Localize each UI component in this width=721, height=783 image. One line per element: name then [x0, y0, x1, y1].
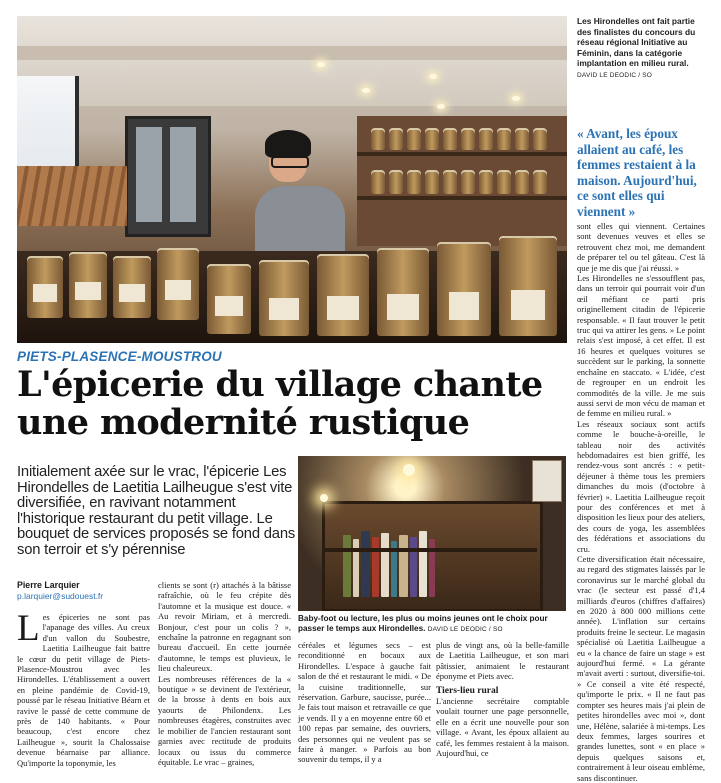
photo-person-body: [255, 186, 345, 256]
body-column-4: [436, 640, 569, 758]
body-paragraph: Les réseaux sociaux sont actifs comme le bouche-à-oreille, le tableau noir des activités hebdomadaires est bien griffé, les rendez-vous sont ancrés : « petit-déjeuner à thème tous les premiers dimanches du mois (d'octobre à février) ». Laetitia Lailheugue reçoit pour des conférences et met à disposition les lieux pour des ateliers, des cours de yoga, les assemblées des fédérations et associations du cru.: [577, 418, 705, 554]
body-paragraph: sont elles qui viennent. Certaines sont devenues veuves et elles se retrouvent chez moi, me demandent de préparer tel ou tel gâteau. C'est là que je me dis que j'ai réussi. »: [577, 221, 705, 273]
ceiling-lamp: [317, 62, 325, 67]
body-column-3: [298, 640, 431, 765]
caption-text: Les Hirondelles ont fait partie des finalistes du concours du réseau régional Initiative au Féminin, dans la catégorie implantation en milieu rural.: [577, 16, 696, 69]
photo-beam: [17, 46, 567, 60]
photo-door: [125, 116, 211, 237]
photo-crates: [17, 166, 127, 226]
photo-credit: DAVID LE DEODIC / SO: [577, 71, 653, 79]
jar: [499, 236, 557, 336]
byline-email[interactable]: p.larquier@sudouest.fr: [17, 591, 104, 601]
light-bulb-icon: [320, 494, 328, 502]
photo2-caption: [298, 614, 566, 635]
ceiling-lamp: [512, 96, 520, 101]
headline-line-2: une modernité rustique: [17, 402, 470, 443]
body-paragraph: Les nombreuses références de la « boutique » se devinent de l'extérieur, de la brosse à dents en bois aux yaourts de Philondenx. Les nombreuses étagères, construites avec le mobilier de l'ancien restaurant sont garnies avec rectitude de produits locaux ou issus du commerce équitable. Le vrac – graines,: [158, 673, 291, 767]
headline-line-1: L'épicerie du village chante: [17, 364, 543, 405]
ceiling-lamp: [362, 88, 370, 93]
lead-paragraph: Initialement axée sur le vrac, l'épicerie Les Hirondelles de Laetitia Lailheugue s'est vite diversifiée, en ravivant notamment l'historique restaurant du petit village. Le bouquet de services proposés se fond dans son terroir et s'y pérennise: [17, 464, 296, 558]
photo-ceiling: [17, 16, 567, 106]
photo2-credit: DAVID LE DEODIC / SO: [427, 626, 503, 634]
headline: [17, 366, 567, 442]
body-paragraph: clients se sont (r) attachés à la bâtisse rafraîchie, où le feu crépite dès l'automne et la musique est douce. « Au revoir Miriam, et à mercredi. Bonjour, c'est pour un colis ? », enchaîne la patronne en regagnant son bureau d'accueil. En cette journée d'automne, le temps est pluvieux, le lieu chaleureux.: [158, 580, 291, 674]
kicker-location: PIETS-PLASENCE-MOUSTROU: [17, 349, 222, 364]
body-paragraph: céréales et légumes secs – est reconditionné en bocaux aux Hirondelles. L'espace à gauche fait salon de thé et restaurant le midi. « De la cuisine traditionnelle, sur réservation. Garbure, saucisse, purée... Je fais tout maison et retravaille ce que je vends. Il y a en moyenne entre 60 et 100 repas par semaine, des ouvriers, des personnes qui ne veulent pas se faire à manger. » Parfois au bon souvenir du temps, il y a: [298, 640, 431, 765]
photo2-bookshelf: [322, 501, 543, 611]
photo2-shelf-board: [322, 548, 537, 552]
body-paragraph: plus de vingt ans, où la belle-famille de Laetitia Lailheugue, et son mari pâtissier, animaient le restaurant éponyme et Piets avec.: [436, 640, 569, 682]
body-column-1: [17, 608, 150, 768]
secondary-photo: [298, 456, 566, 611]
pull-quote: « Avant, les époux allaient au café, les femmes restaient à la maison. Aujourd'hui, ce sont elles qui viennent »: [577, 126, 697, 219]
photo-shelves: [357, 116, 567, 246]
ceiling-lamp: [429, 74, 437, 79]
byline-author: Pierre Larquier: [17, 580, 80, 590]
subheading: Tiers-lieu rural: [436, 685, 499, 696]
body-text: es épiceries ne sont pas l'apanage des villes. Au creux d'un vallon du Soubestre, Laetitia Lailheugue fait battre le cœur du petit village de Piets-Plasence-Moustrou avec les Hirondelles. L'établissement a ouvert en pleine pandémie de Covid-19, poussé par le réseau Initiative Béarn et ravive le passé de cette commune de près de 140 habitants. « Pour beaucoup, c'est encore chez Lailheugue », sourit la Chalossaise devenue béarnaise par alliance. Qu'importe la toponymie, les: [17, 612, 150, 768]
drop-cap: L: [17, 608, 40, 649]
glasses-icon: [271, 156, 309, 168]
ceiling-lamp: [437, 104, 445, 109]
jar: [377, 248, 429, 336]
main-photo: [17, 16, 567, 343]
jar: [317, 254, 369, 336]
light-bulb-icon: [403, 464, 415, 476]
body-paragraph: Cette diversification était nécessaire, au regard des stigmates laissés par le coronavirus sur le marché global du vrac (le secteur est passé d'1,4 milliards d'euros (chiffres d'affaires) en 2020 à 800 000 millions cette année). L'inflation sur certains produits freine le secteur. Le magasin spécialisé où Laetitia Lailheugue a eu « la chance de faire un stage » est aujourd'hui fermé. « La gérante m'avait averti : surtout, diversifie-toi. » Ce conseil a vite été respecté, qu'importe le prix. « Il ne faut pas compter ses heures mais j'ai plein de petites hirondelles avec moi », dont une, Hélène, salariée à mi-temps. Les deux femmes, larges sourires et grandes lunettes, sont « en place » depuis quelques saisons et, contrairement à leur oiseau emblème, sans discontinuer.: [577, 554, 705, 783]
photo-person-hair: [265, 130, 311, 158]
body-column-5: [577, 221, 705, 783]
photo-caption: [577, 16, 702, 82]
jar: [437, 242, 491, 336]
body-paragraph: L'ancienne secrétaire comptable voulait tourner une page personnelle, elle en a écrit une nouvelle pour son village. « Avant, les époux allaient au café, les femmes restaient à la maison. Aujourd'hui, ce: [436, 696, 569, 759]
body-paragraph: Les Hirondelles ne s'essoufflent pas, dans un terroir qui pourrait voir d'un œil méfiant ce parti pris originellement citadin de l'épicerie responsable. « Il faut trouver le petit truc qui va attirer les gens. » Le point relais s'est imposé, à cet effet. Il est 16 heures et quelques voitures se succèdent sur le parking, la sonnette enchaîne en staccato. « L'idée, c'est de regrouper en un endroit les commodités de la ville. Je me suis aussi servi de mon vécu de maman et de femme en milieu rural. »: [577, 273, 705, 419]
body-column-2: [158, 580, 291, 767]
photo2-picture-frame: [532, 460, 562, 502]
photo2-caption-text: Baby-foot ou lecture, les plus ou moins jeunes ont le choix pour passer le temps aux Hirondelles.: [298, 614, 548, 634]
